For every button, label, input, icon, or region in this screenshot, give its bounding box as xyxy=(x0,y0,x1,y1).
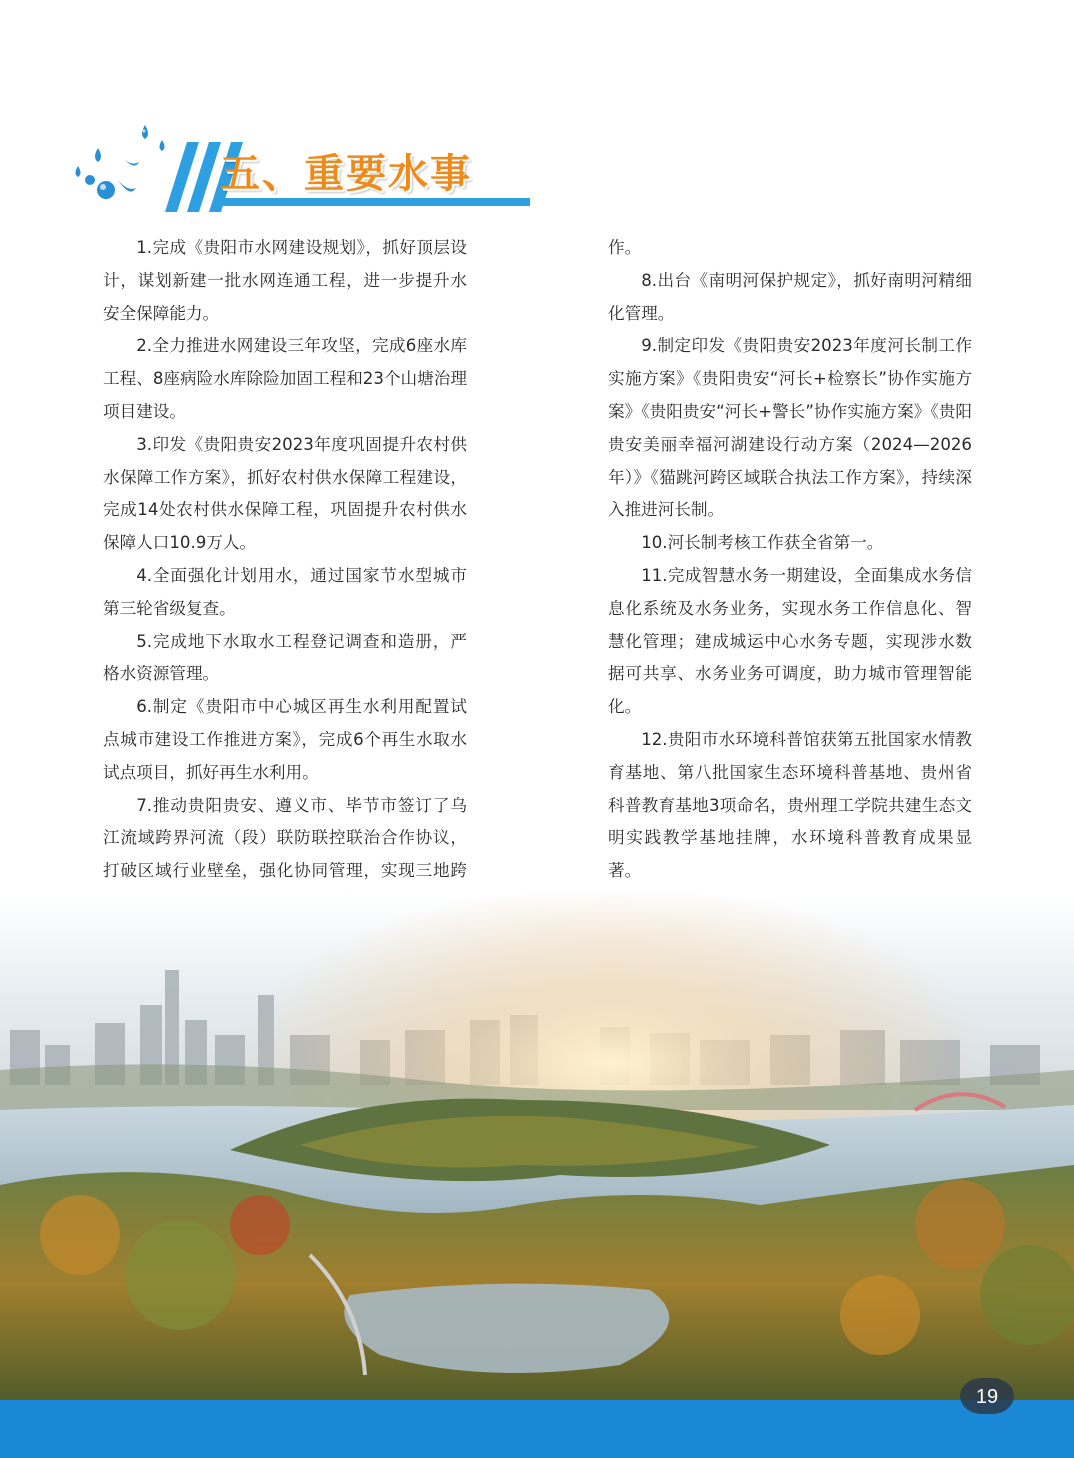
footer-bar xyxy=(0,1400,1074,1458)
paragraph: 作。 xyxy=(608,238,642,257)
paragraph: 2.全力推进水网建设三年攻坚，完成6座水库工程、8座病险水库除险加固工程和23个山塘治理项目建设。 xyxy=(103,336,467,421)
section-title: 五、重要水事 xyxy=(220,151,472,197)
title-underline xyxy=(220,198,530,206)
water-drops-icon xyxy=(70,120,180,210)
city-lake-landscape-photo xyxy=(0,895,1074,1405)
paragraph: 1.完成《贵阳市水网建设规划》，抓好顶层设计，谋划新建一批水网连通工程，进一步提升水安全保障能力。 xyxy=(103,238,467,323)
paragraph: 7.推动贵阳贵安、遵义市、毕节市签订了乌江流域跨界河流（段）联防联控联治合作协议，打破区域行业壁垒，强化协同管理，实现三地跨 xyxy=(103,795,467,881)
paragraph: 4.全面强化计划用水，通过国家节水型城市第三轮省级复查。 xyxy=(103,565,467,618)
section-header xyxy=(70,120,540,215)
paragraph: 5.完成地下水取水工程登记调查和造册，严格水资源管理。 xyxy=(103,631,467,684)
paragraph: 6.制定《贵阳市中心城区再生水利用配置试点城市建设工作推进方案》，完成6个再生水取水试点项目，抓好再生水利用。 xyxy=(103,697,467,782)
paragraph: 9.制定印发《贵阳贵安2023年度河长制工作实施方案》《贵阳贵安“河长+检察长”协作实施方案》《贵阳贵安“河长+警长”协作实施方案》《贵阳贵安美丽幸福河湖建设行动方案（2024—2026年）》《猫跳河跨区域联合执法工作方案》，持续深入推进河长制。 xyxy=(608,336,972,520)
paragraph: 3.印发《贵阳贵安2023年度巩固提升农村供水保障工作方案》，抓好农村供水保障工程建设，完成14处农村供水保障工程，巩固提升农村供水保障人口10.9万人。 xyxy=(103,434,467,553)
paragraph: 12.贵阳市水环境科普馆获第五批国家水情教育基地、第八批国家生态环境科普基地、贵州省科普教育基地3项命名，贵州理工学院共建生态文明实践教学基地挂牌，水环境科普教育成果显著。 xyxy=(608,729,972,881)
left-text-column xyxy=(103,232,467,921)
paragraph: 11.完成智慧水务一期建设，全面集成水务信息化系统及水务业务，实现水务工作信息化、智慧化管理；建成城运中心水务专题，实现涉水数据可共享、水务业务可调度，助力城市管理智能化。 xyxy=(608,565,972,717)
page-number: 19 xyxy=(975,1386,999,1408)
right-text-column xyxy=(608,232,972,888)
paragraph: 10.河长制考核工作获全省第一。 xyxy=(641,533,884,553)
paragraph: 8.出台《南明河保护规定》，抓好南明河精细化管理。 xyxy=(608,270,972,323)
